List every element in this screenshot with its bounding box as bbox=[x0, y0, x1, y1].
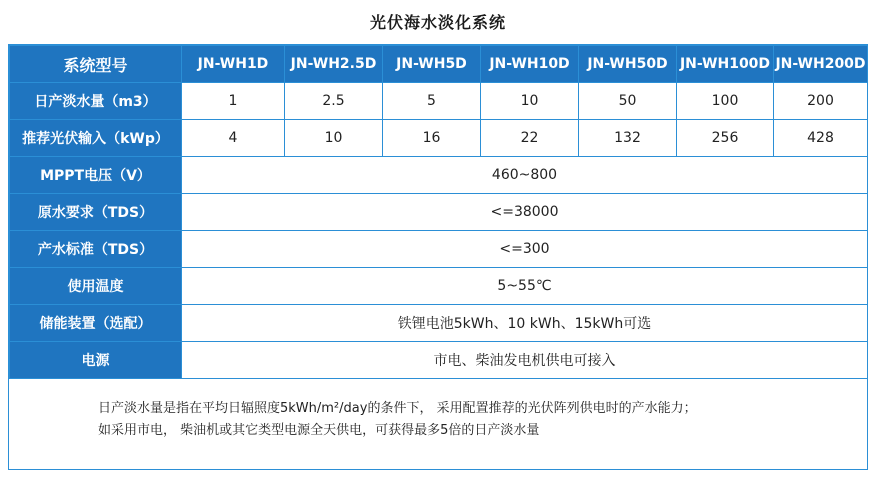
row-label: MPPT电压（V） bbox=[10, 157, 182, 194]
footnote-line: 日产淡水量是指在平均日辐照度5kWh/m²/day的条件下， 采用配置推荐的光伏阵列供电时的产水能力； bbox=[98, 401, 697, 416]
table-cell: <=300 bbox=[182, 231, 868, 268]
model-header-cell: JN-WH50D bbox=[579, 46, 677, 83]
spec-table bbox=[9, 45, 868, 379]
model-header-row bbox=[10, 46, 868, 83]
row-label: 推荐光伏输入（kWp） bbox=[10, 120, 182, 157]
table-cell: 22 bbox=[481, 120, 579, 157]
table-cell: 铁锂电池5kWh、10 kWh、15kWh可选 bbox=[182, 305, 868, 342]
table-cell: 460~800 bbox=[182, 157, 868, 194]
table-cell: 256 bbox=[677, 120, 774, 157]
model-header-cell: JN-WH100D bbox=[677, 46, 774, 83]
table-cell: 10 bbox=[481, 83, 579, 120]
row-label: 电源 bbox=[10, 342, 182, 379]
table-cell: 5 bbox=[383, 83, 481, 120]
model-header-cell: JN-WH2.5D bbox=[285, 46, 383, 83]
model-header-cell: JN-WH200D bbox=[774, 46, 868, 83]
table-cell: 1 bbox=[182, 83, 285, 120]
row-label: 产水标准（TDS） bbox=[10, 231, 182, 268]
table-cell: 市电、柴油发电机供电可接入 bbox=[182, 342, 868, 379]
row-label: 使用温度 bbox=[10, 268, 182, 305]
table-cell: 200 bbox=[774, 83, 868, 120]
footnote bbox=[8, 372, 868, 470]
model-header-cell: JN-WH5D bbox=[383, 46, 481, 83]
model-header-cell: JN-WH1D bbox=[182, 46, 285, 83]
table-cell: 4 bbox=[182, 120, 285, 157]
page-title: 光伏海水淡化系统 bbox=[369, 13, 506, 32]
table-cell: 2.5 bbox=[285, 83, 383, 120]
table-cell: 10 bbox=[285, 120, 383, 157]
table-row bbox=[10, 231, 868, 268]
table-row bbox=[10, 268, 868, 305]
table-row bbox=[10, 157, 868, 194]
table-row bbox=[10, 194, 868, 231]
table-cell: 16 bbox=[383, 120, 481, 157]
row-label: 储能装置（选配） bbox=[10, 305, 182, 342]
table-cell: <=38000 bbox=[182, 194, 868, 231]
table-cell: 132 bbox=[579, 120, 677, 157]
table-cell: 428 bbox=[774, 120, 868, 157]
table-row bbox=[10, 120, 868, 157]
row-label: 日产淡水量（m3） bbox=[10, 83, 182, 120]
footnote-line: 如采用市电， 柴油机或其它类型电源全天供电，可获得最多5倍的日产淡水量 bbox=[98, 423, 540, 438]
row-label: 原水要求（TDS） bbox=[10, 194, 182, 231]
table-cell: 5~55℃ bbox=[182, 268, 868, 305]
table-row bbox=[10, 305, 868, 342]
model-header-cell: JN-WH10D bbox=[481, 46, 579, 83]
table-cell: 50 bbox=[579, 83, 677, 120]
table-cell: 100 bbox=[677, 83, 774, 120]
table-row bbox=[10, 83, 868, 120]
model-label: 系统型号 bbox=[10, 46, 182, 83]
